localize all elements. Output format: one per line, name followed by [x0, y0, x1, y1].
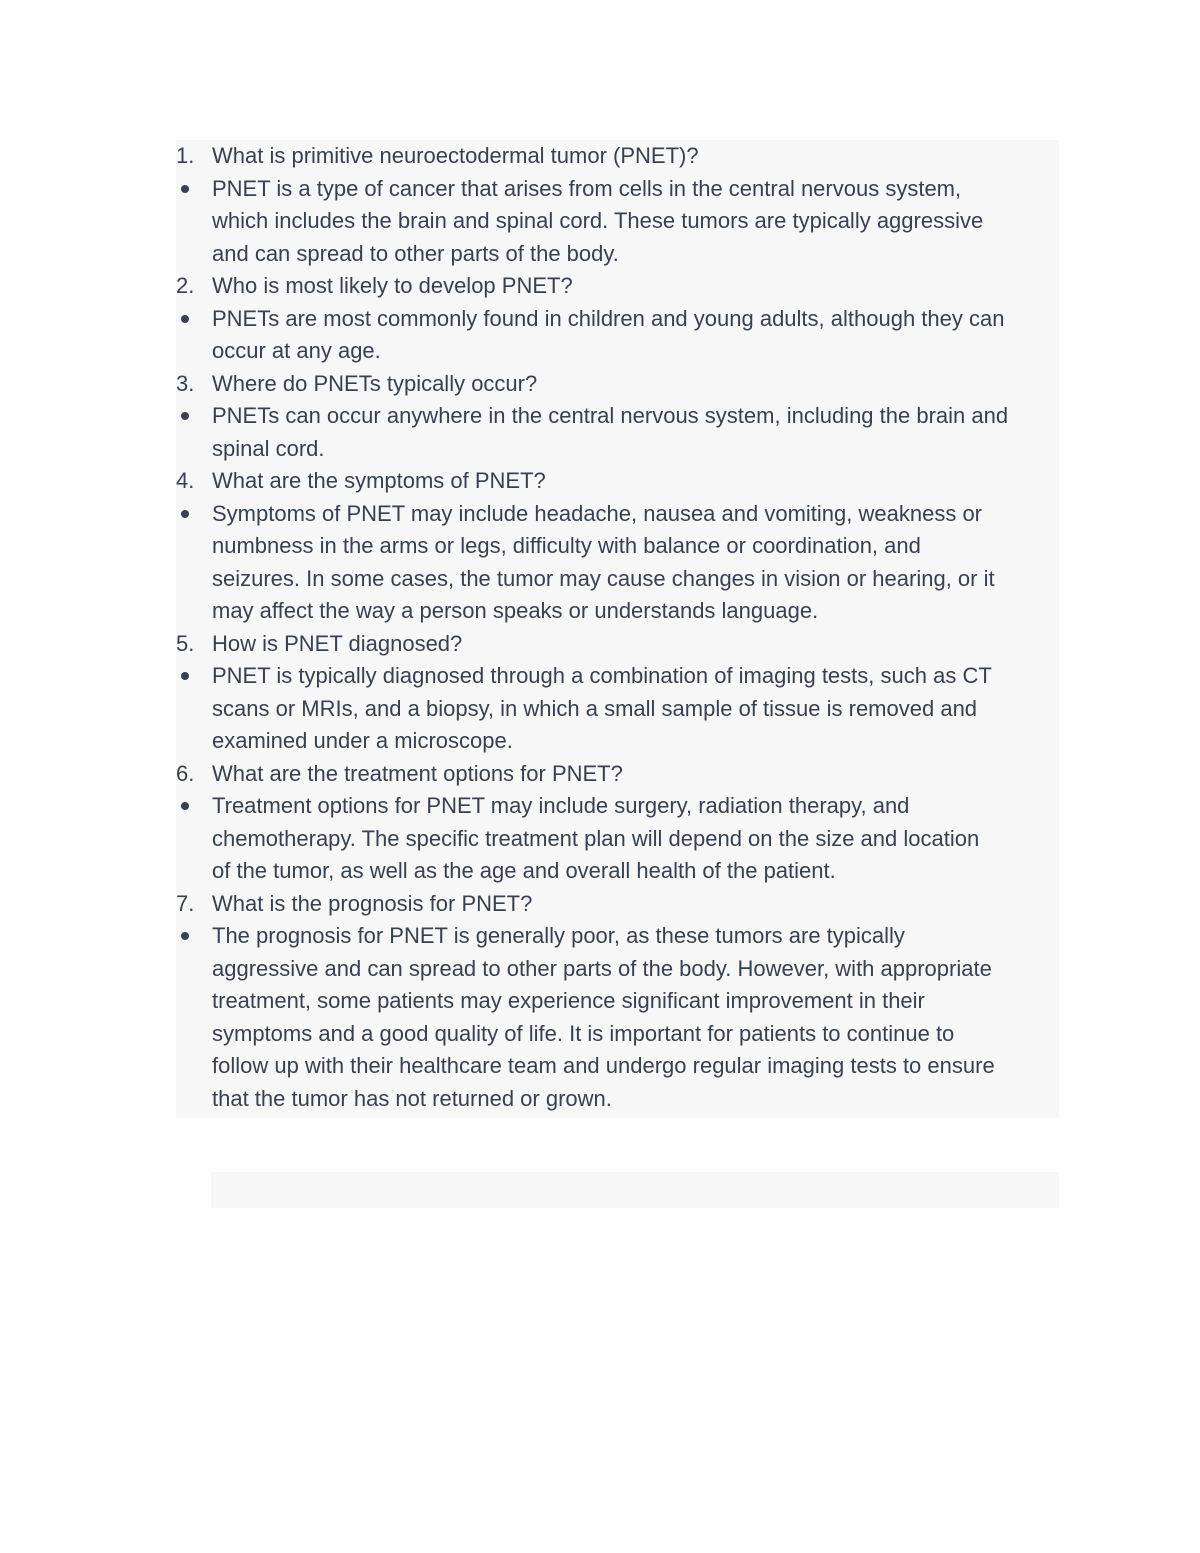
- answer-line: numbness in the arms or legs, difficulty with balance or coordination, and: [212, 533, 921, 558]
- answer-line: seizures. In some cases, the tumor may cause changes in vision or hearing, or it: [212, 565, 995, 591]
- answer-line: follow up with their healthcare team and undergo regular imaging tests to ensure: [212, 1053, 995, 1078]
- answer-line: chemotherapy. The specific treatment plan will depend on the size and location: [212, 825, 980, 851]
- question-number: 1.: [176, 143, 195, 168]
- question-item: [176, 140, 1059, 173]
- answer-item: [176, 400, 1059, 465]
- answer-line: PNETs are most commonly found in children and young adults, although they can: [212, 305, 1005, 331]
- question-number: 4.: [176, 468, 195, 493]
- bullet-icon-wrap: [176, 498, 206, 531]
- question-text: What is the prognosis for PNET?: [212, 890, 533, 916]
- answer-item: [176, 303, 1059, 368]
- answer-line: may affect the way a person speaks or understands language.: [212, 598, 819, 623]
- answer-line: symptoms and a good quality of life. It is important for patients to continue to: [212, 1020, 955, 1046]
- bullet-dot-icon: [181, 932, 189, 940]
- answer-item: [176, 660, 1059, 758]
- answer-line: occur at any age.: [212, 338, 381, 363]
- bullet-icon-wrap: [176, 173, 206, 206]
- question-text: What is primitive neuroectodermal tumor (PNET)?: [212, 143, 699, 168]
- answer-line: that the tumor has not returned or grown.: [212, 1085, 612, 1111]
- answer-item: [176, 498, 1059, 628]
- question-item: [176, 628, 1059, 661]
- answer-line: scans or MRIs, and a biopsy, in which a small sample of tissue is removed and: [212, 695, 978, 721]
- bullet-icon-wrap: [176, 920, 206, 953]
- answer-item: [176, 790, 1059, 888]
- bullet-dot-icon: [181, 185, 189, 193]
- bullet-icon-wrap: [176, 400, 206, 433]
- answer-line: Treatment options for PNET may include surgery, radiation therapy, and: [212, 793, 910, 818]
- bullet-dot-icon: [181, 672, 189, 680]
- bullet-dot-icon: [181, 802, 189, 810]
- answer-line: PNET is a type of cancer that arises from cells in the central nervous system,: [212, 175, 962, 201]
- question-item: [176, 465, 1059, 498]
- answer-line: treatment, some patients may experience significant improvement in their: [212, 988, 925, 1013]
- bullet-icon-wrap: [176, 790, 206, 823]
- question-number: 3.: [176, 370, 195, 396]
- question-text: Where do PNETs typically occur?: [212, 370, 538, 396]
- question-number: 5.: [176, 630, 195, 656]
- question-item: [176, 368, 1059, 401]
- answer-line: examined under a microscope.: [212, 728, 513, 753]
- question-text: Who is most likely to develop PNET?: [212, 273, 573, 298]
- question-item: [176, 888, 1059, 921]
- question-text: What are the symptoms of PNET?: [212, 468, 546, 493]
- question-number: 7.: [176, 890, 195, 916]
- answer-line: which includes the brain and spinal cord. These tumors are typically aggressive: [212, 208, 984, 233]
- question-text: How is PNET diagnosed?: [212, 630, 463, 656]
- question-text: What are the treatment options for PNET?: [212, 760, 623, 786]
- answer-line: PNETs can occur anywhere in the central nervous system, including the brain and: [212, 403, 1009, 428]
- question-number: 6.: [176, 760, 195, 786]
- bullet-dot-icon: [181, 412, 189, 420]
- answer-line: aggressive and can spread to other parts of the body. However, with appropriate: [212, 955, 992, 981]
- empty-background-block: [211, 1172, 1059, 1208]
- answer-line: The prognosis for PNET is generally poor, as these tumors are typically: [212, 923, 905, 948]
- question-item: [176, 758, 1059, 791]
- answer-line: of the tumor, as well as the age and overall health of the patient.: [212, 858, 836, 883]
- answer-item: [176, 920, 1059, 1115]
- qa-list: [176, 140, 1059, 1115]
- bullet-dot-icon: [181, 510, 189, 518]
- answer-item: [176, 173, 1059, 271]
- answer-line: Symptoms of PNET may include headache, nausea and vomiting, weakness or: [212, 500, 982, 526]
- bullet-dot-icon: [181, 315, 189, 323]
- question-number: 2.: [176, 273, 195, 298]
- answer-line: and can spread to other parts of the body.: [212, 240, 619, 266]
- question-item: [176, 270, 1059, 303]
- bullet-icon-wrap: [176, 303, 206, 336]
- bullet-icon-wrap: [176, 660, 206, 693]
- answer-line: spinal cord.: [212, 435, 325, 461]
- answer-line: PNET is typically diagnosed through a combination of imaging tests, such as CT: [212, 663, 992, 688]
